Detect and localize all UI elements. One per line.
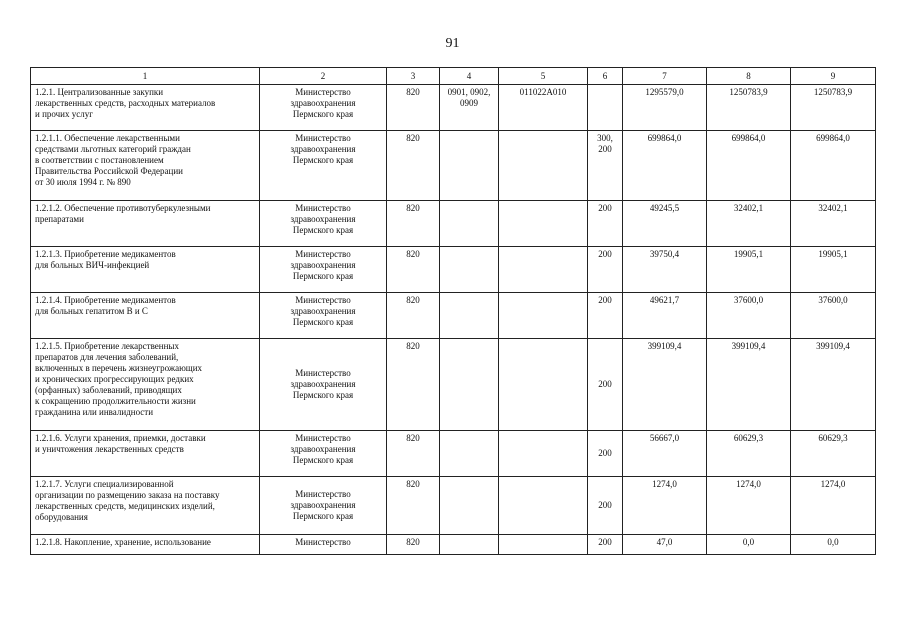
amount-cell-year1: 1274,0 [623,477,707,535]
code-cell: 820 [387,339,440,431]
amount-cell-year2: 1274,0 [707,477,791,535]
target-article-cell [499,535,588,555]
target-article-cell [499,247,588,293]
code-cell: 820 [387,85,440,131]
section-code-cell [440,339,499,431]
amount-cell-year2: 32402,1 [707,201,791,247]
section-code-cell [440,431,499,477]
item-name-cell: 1.2.1.6. Услуги хранения, приемки, доставки и уничтожения лекарственных средств [31,431,260,477]
amount-cell-year1: 49621,7 [623,293,707,339]
organization-cell: Министерство здравоохранения Пермского края [260,477,387,535]
target-article-cell: 011022A010 [499,85,588,131]
code-cell: 820 [387,247,440,293]
expense-type-cell: 200 [588,339,623,431]
organization-cell: Министерство здравоохранения Пермского края [260,339,387,431]
organization-cell: Министерство здравоохранения Пермского края [260,247,387,293]
expense-type-cell: 200 [588,247,623,293]
code-cell: 820 [387,201,440,247]
table-row [31,247,876,293]
target-article-cell [499,339,588,431]
organization-cell: Министерство [260,535,387,555]
section-code-cell [440,293,499,339]
organization-cell: Министерство здравоохранения Пермского края [260,293,387,339]
target-article-cell [499,201,588,247]
expense-type-cell: 300, 200 [588,131,623,201]
header-cell: 9 [791,68,876,85]
amount-cell-year3: 699864,0 [791,131,876,201]
amount-cell-year3: 1274,0 [791,477,876,535]
item-name-cell: 1.2.1.3. Приобретение медикаментов для больных ВИЧ-инфекцией [31,247,260,293]
amount-cell-year2: 0,0 [707,535,791,555]
expense-type-cell: 200 [588,477,623,535]
amount-cell-year2: 399109,4 [707,339,791,431]
header-row [31,68,876,85]
header-cell: 3 [387,68,440,85]
target-article-cell [499,293,588,339]
amount-cell-year1: 47,0 [623,535,707,555]
section-code-cell [440,477,499,535]
table-row [31,535,876,555]
header-cell: 4 [440,68,499,85]
item-name-cell: 1.2.1.1. Обеспечение лекарственными средствами льготных категорий граждан в соответствии с постановлением Правительства Российской Федерации от 30 июля 1994 г. № 890 [31,131,260,201]
target-article-cell [499,477,588,535]
amount-cell-year1: 399109,4 [623,339,707,431]
amount-cell-year3: 0,0 [791,535,876,555]
code-cell: 820 [387,131,440,201]
code-cell: 820 [387,477,440,535]
table-row [31,477,876,535]
section-code-cell [440,535,499,555]
table-row [31,293,876,339]
amount-cell-year3: 37600,0 [791,293,876,339]
header-cell: 7 [623,68,707,85]
amount-cell-year1: 56667,0 [623,431,707,477]
organization-cell: Министерство здравоохранения Пермского края [260,201,387,247]
item-name-cell: 1.2.1.8. Накопление, хранение, использование [31,535,260,555]
amount-cell-year3: 32402,1 [791,201,876,247]
header-cell: 5 [499,68,588,85]
item-name-cell: 1.2.1.2. Обеспечение противотуберкулезными препаратами [31,201,260,247]
target-article-cell [499,131,588,201]
section-code-cell [440,201,499,247]
expense-type-cell: 200 [588,535,623,555]
header-cell: 6 [588,68,623,85]
amount-cell-year3: 1250783,9 [791,85,876,131]
table-row [31,339,876,431]
organization-cell: Министерство здравоохранения Пермского края [260,85,387,131]
page-number: 91 [445,36,460,51]
header-cell: 8 [707,68,791,85]
budget-table [30,67,876,555]
expense-type-cell [588,85,623,131]
section-code-cell [440,131,499,201]
amount-cell-year1: 49245,5 [623,201,707,247]
code-cell: 820 [387,431,440,477]
expense-type-cell: 200 [588,431,623,477]
item-name-cell: 1.2.1. Централизованные закупки лекарственных средств, расходных материалов и прочих услуг [31,85,260,131]
amount-cell-year2: 37600,0 [707,293,791,339]
table-row [31,131,876,201]
amount-cell-year1: 39750,4 [623,247,707,293]
code-cell: 820 [387,293,440,339]
amount-cell-year3: 399109,4 [791,339,876,431]
item-name-cell: 1.2.1.4. Приобретение медикаментов для больных гепатитом В и С [31,293,260,339]
table-row [31,85,876,131]
table-row [31,431,876,477]
item-name-cell: 1.2.1.5. Приобретение лекарственных препаратов для лечения заболеваний, включенных в перечень жизнеугрожающих и хронических прогрессирующих редких (орфанных) заболеваний, приводящих к сокращению продолжительности жизни гражданина или инвалидности [31,339,260,431]
amount-cell-year2: 699864,0 [707,131,791,201]
amount-cell-year3: 60629,3 [791,431,876,477]
organization-cell: Министерство здравоохранения Пермского края [260,131,387,201]
amount-cell-year2: 19905,1 [707,247,791,293]
table-row [31,201,876,247]
section-code-cell: 0901, 0902, 0909 [440,85,499,131]
header-cell: 1 [31,68,260,85]
item-name-cell: 1.2.1.7. Услуги специализированной организации по размещению заказа на поставку лекарственных средств, медицинских изделий, оборудования [31,477,260,535]
header-cell: 2 [260,68,387,85]
amount-cell-year2: 1250783,9 [707,85,791,131]
section-code-cell [440,247,499,293]
organization-cell: Министерство здравоохранения Пермского края [260,431,387,477]
code-cell: 820 [387,535,440,555]
amount-cell-year3: 19905,1 [791,247,876,293]
target-article-cell [499,431,588,477]
expense-type-cell: 200 [588,293,623,339]
amount-cell-year1: 1295579,0 [623,85,707,131]
amount-cell-year1: 699864,0 [623,131,707,201]
expense-type-cell: 200 [588,201,623,247]
amount-cell-year2: 60629,3 [707,431,791,477]
